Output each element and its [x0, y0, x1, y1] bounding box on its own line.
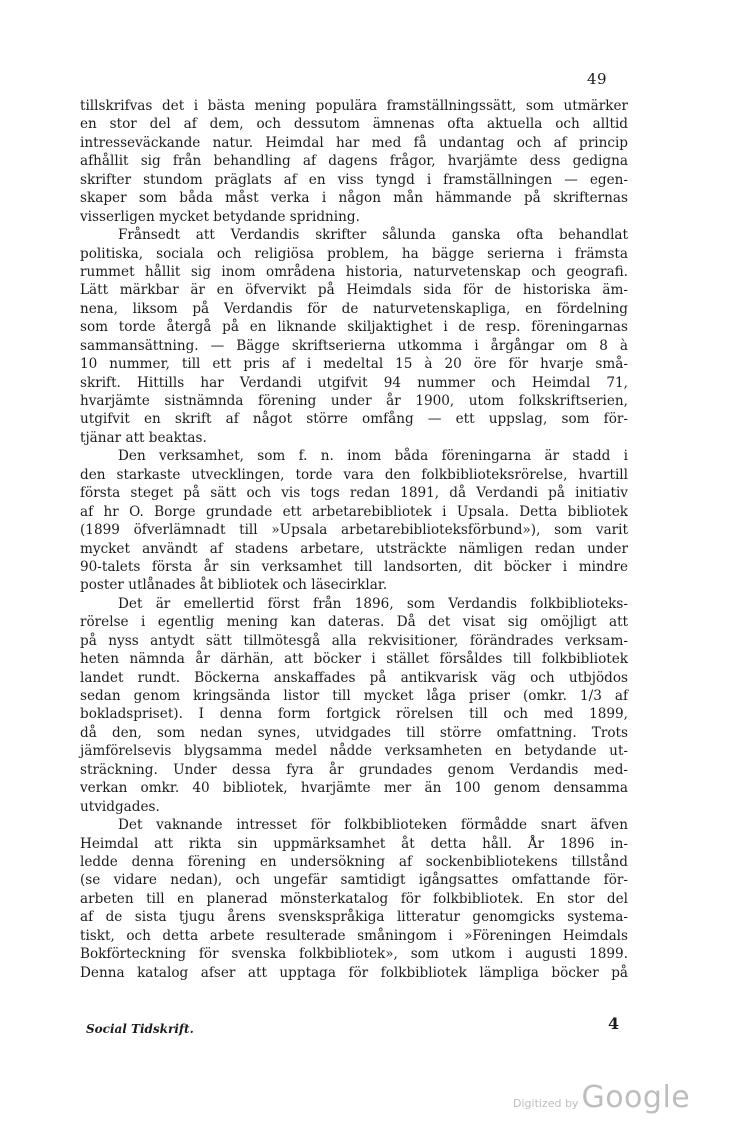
text-line: Lätt märkbar är en öfvervikt på Heimdals sida för de historiska äm-	[80, 282, 628, 299]
text-line: Heimdal att rikta sin uppmärksamhet åt detta håll. År 1896 in-	[80, 835, 628, 852]
text-line: tiskt, och detta arbete resulterade småningom i »Föreningen Heimdals	[80, 927, 628, 944]
footer-journal-title: Social Tidskrift.	[86, 1022, 194, 1036]
text-line: skrift. Hittills har Verdandi utgifvit 94 nummer och Heimdal 71,	[80, 374, 628, 391]
text-line: en stor del af dem, och dessutom ämnenas ofta aktuella och alltid	[80, 116, 628, 133]
text-line: som torde återgå på en liknande skiljaktighet i de resp. föreningarnas	[80, 319, 628, 336]
text-line: första steget på sätt och vis togs redan 1891, då Verdandi på initiativ	[80, 485, 628, 502]
text-line: 10 nummer, till ett pris af i medeltal 15 à 20 öre för hvarje små-	[80, 356, 628, 373]
text-line: nena, liksom på Verdandis för de naturvetenskapliga, en fördelning	[80, 300, 628, 317]
text-line: arbeten till en planerad mönsterkatalog för folkbibliotek. En stor del	[80, 890, 628, 907]
text-line: Frånsedt att Verdandis skrifter sålunda ganska ofta behandlat	[118, 227, 628, 244]
text-line: skaper som båda måst verka i någon mån hämmande på skrifternas	[80, 190, 628, 207]
digitized-watermark	[513, 1080, 690, 1115]
body-text	[80, 97, 628, 982]
text-line: intresseväckande natur. Heimdal har med få undantag och af princip	[80, 134, 628, 151]
text-line: Den verksamhet, som f. n. inom båda föreningarna är stadd i	[118, 448, 628, 465]
text-line: 90-talets första år sin verksamhet till landsorten, dit böcker i mindre	[80, 558, 628, 575]
text-line: (1899 öfverlämnadt till »Upsala arbetarebiblioteksförbund»), som varit	[80, 522, 628, 539]
watermark-prefix: Digitized by	[513, 1097, 579, 1110]
text-line: mycket användt af stadens arbetare, utsträckte nämligen redan under	[80, 540, 628, 557]
text-line: politiska, sociala och religiösa problem, ha bägge serierna i främsta	[80, 245, 628, 262]
text-line: skrifter stundom präglats af en viss tyngd i framställningen — egen-	[80, 171, 628, 188]
text-line: heten nämnda år därhän, att böcker i stället försåldes till folkbibliotek	[80, 651, 628, 668]
text-line: rörelse i egentlig mening kan dateras. Då det visat sig omöjligt att	[80, 614, 628, 631]
text-line: utgifvit en skrift af något större omfång — ett uppslag, som för-	[80, 411, 628, 428]
text-line: tjänar att beaktas.	[80, 429, 207, 446]
text-line: sammansättning. — Bägge skriftserierna utkomma i årgångar om 8 à	[80, 337, 628, 354]
text-line: hvarjämte sistnämnda förening under år 1900, utom folkskriftserien,	[80, 393, 628, 409]
text-line: jämförelsevis blygsamma medel nådde verksamheten en betydande ut-	[80, 743, 628, 760]
text-line: verkan omkr. 40 bibliotek, hvarjämte mer än 100 genom densamma	[80, 780, 628, 797]
text-line: sträckning. Under dessa fyra år grundades genom Verdandis med-	[80, 761, 628, 778]
text-line: Det är emellertid först från 1896, som Verdandis folkbiblioteks-	[118, 595, 628, 612]
google-logo: Google	[581, 1080, 691, 1115]
text-line: rummet hållit sig inom områdena historia, naturvetenskap och geografi.	[80, 263, 628, 280]
text-line: sedan genom kringsända listor till mycket låga priser (omkr. 1/3 af	[80, 688, 628, 704]
text-line: landet rundt. Böckerna anskaffades på antikvarisk väg och utbjödos	[80, 669, 628, 686]
text-line: Det vaknande intresset för folkbiblioteken förmådde snart äfven	[118, 817, 628, 834]
page-number: 49	[587, 70, 608, 88]
text-line: ledde denna förening en undersökning af sockenbibliotekens tillstånd	[80, 853, 628, 870]
text-line: poster utlånades åt bibliotek och läsecirklar.	[80, 577, 388, 594]
text-line: af de sista tjugu årens svenskspråkiga litteratur genomgicks systema-	[80, 909, 628, 926]
text-line: Denna katalog afser att upptaga för folkbibliotek lämpliga böcker på	[80, 964, 628, 981]
text-line: tillskrifvas det i bästa mening populära framställningssätt, som utmärker	[80, 98, 628, 114]
text-line: den starkaste utvecklingen, torde vara den folkbiblioteksrörelse, hvartill	[80, 466, 628, 483]
text-line: på nyss antydt sätt tillmötesgå alla rekvisitioner, förändrades verksam-	[80, 632, 628, 649]
text-line: Bokförteckning för svenska folkbibliotek», som utkom i augusti 1899.	[80, 946, 628, 963]
text-line: af hr O. Borge grundade ett arbetarebibliotek i Upsala. Detta bibliotek	[80, 503, 628, 520]
text-line: visserligen mycket betydande spridning.	[80, 208, 360, 225]
text-line: bokladspriset). I denna form fortgick rörelsen till och med 1899,	[80, 706, 628, 723]
signature-mark: 4	[608, 1014, 620, 1033]
text-line: afhållit sig från behandling af dagens frågor, hvarjämte dess gedigna	[80, 153, 628, 170]
text-line: (se vidare nedan), och ungefär samtidigt igångsattes omfattande för-	[80, 872, 628, 889]
text-line: utvidgades.	[80, 798, 160, 815]
text-line: då den, som nedan synes, utvidgades till större omfattning. Trots	[80, 724, 628, 741]
